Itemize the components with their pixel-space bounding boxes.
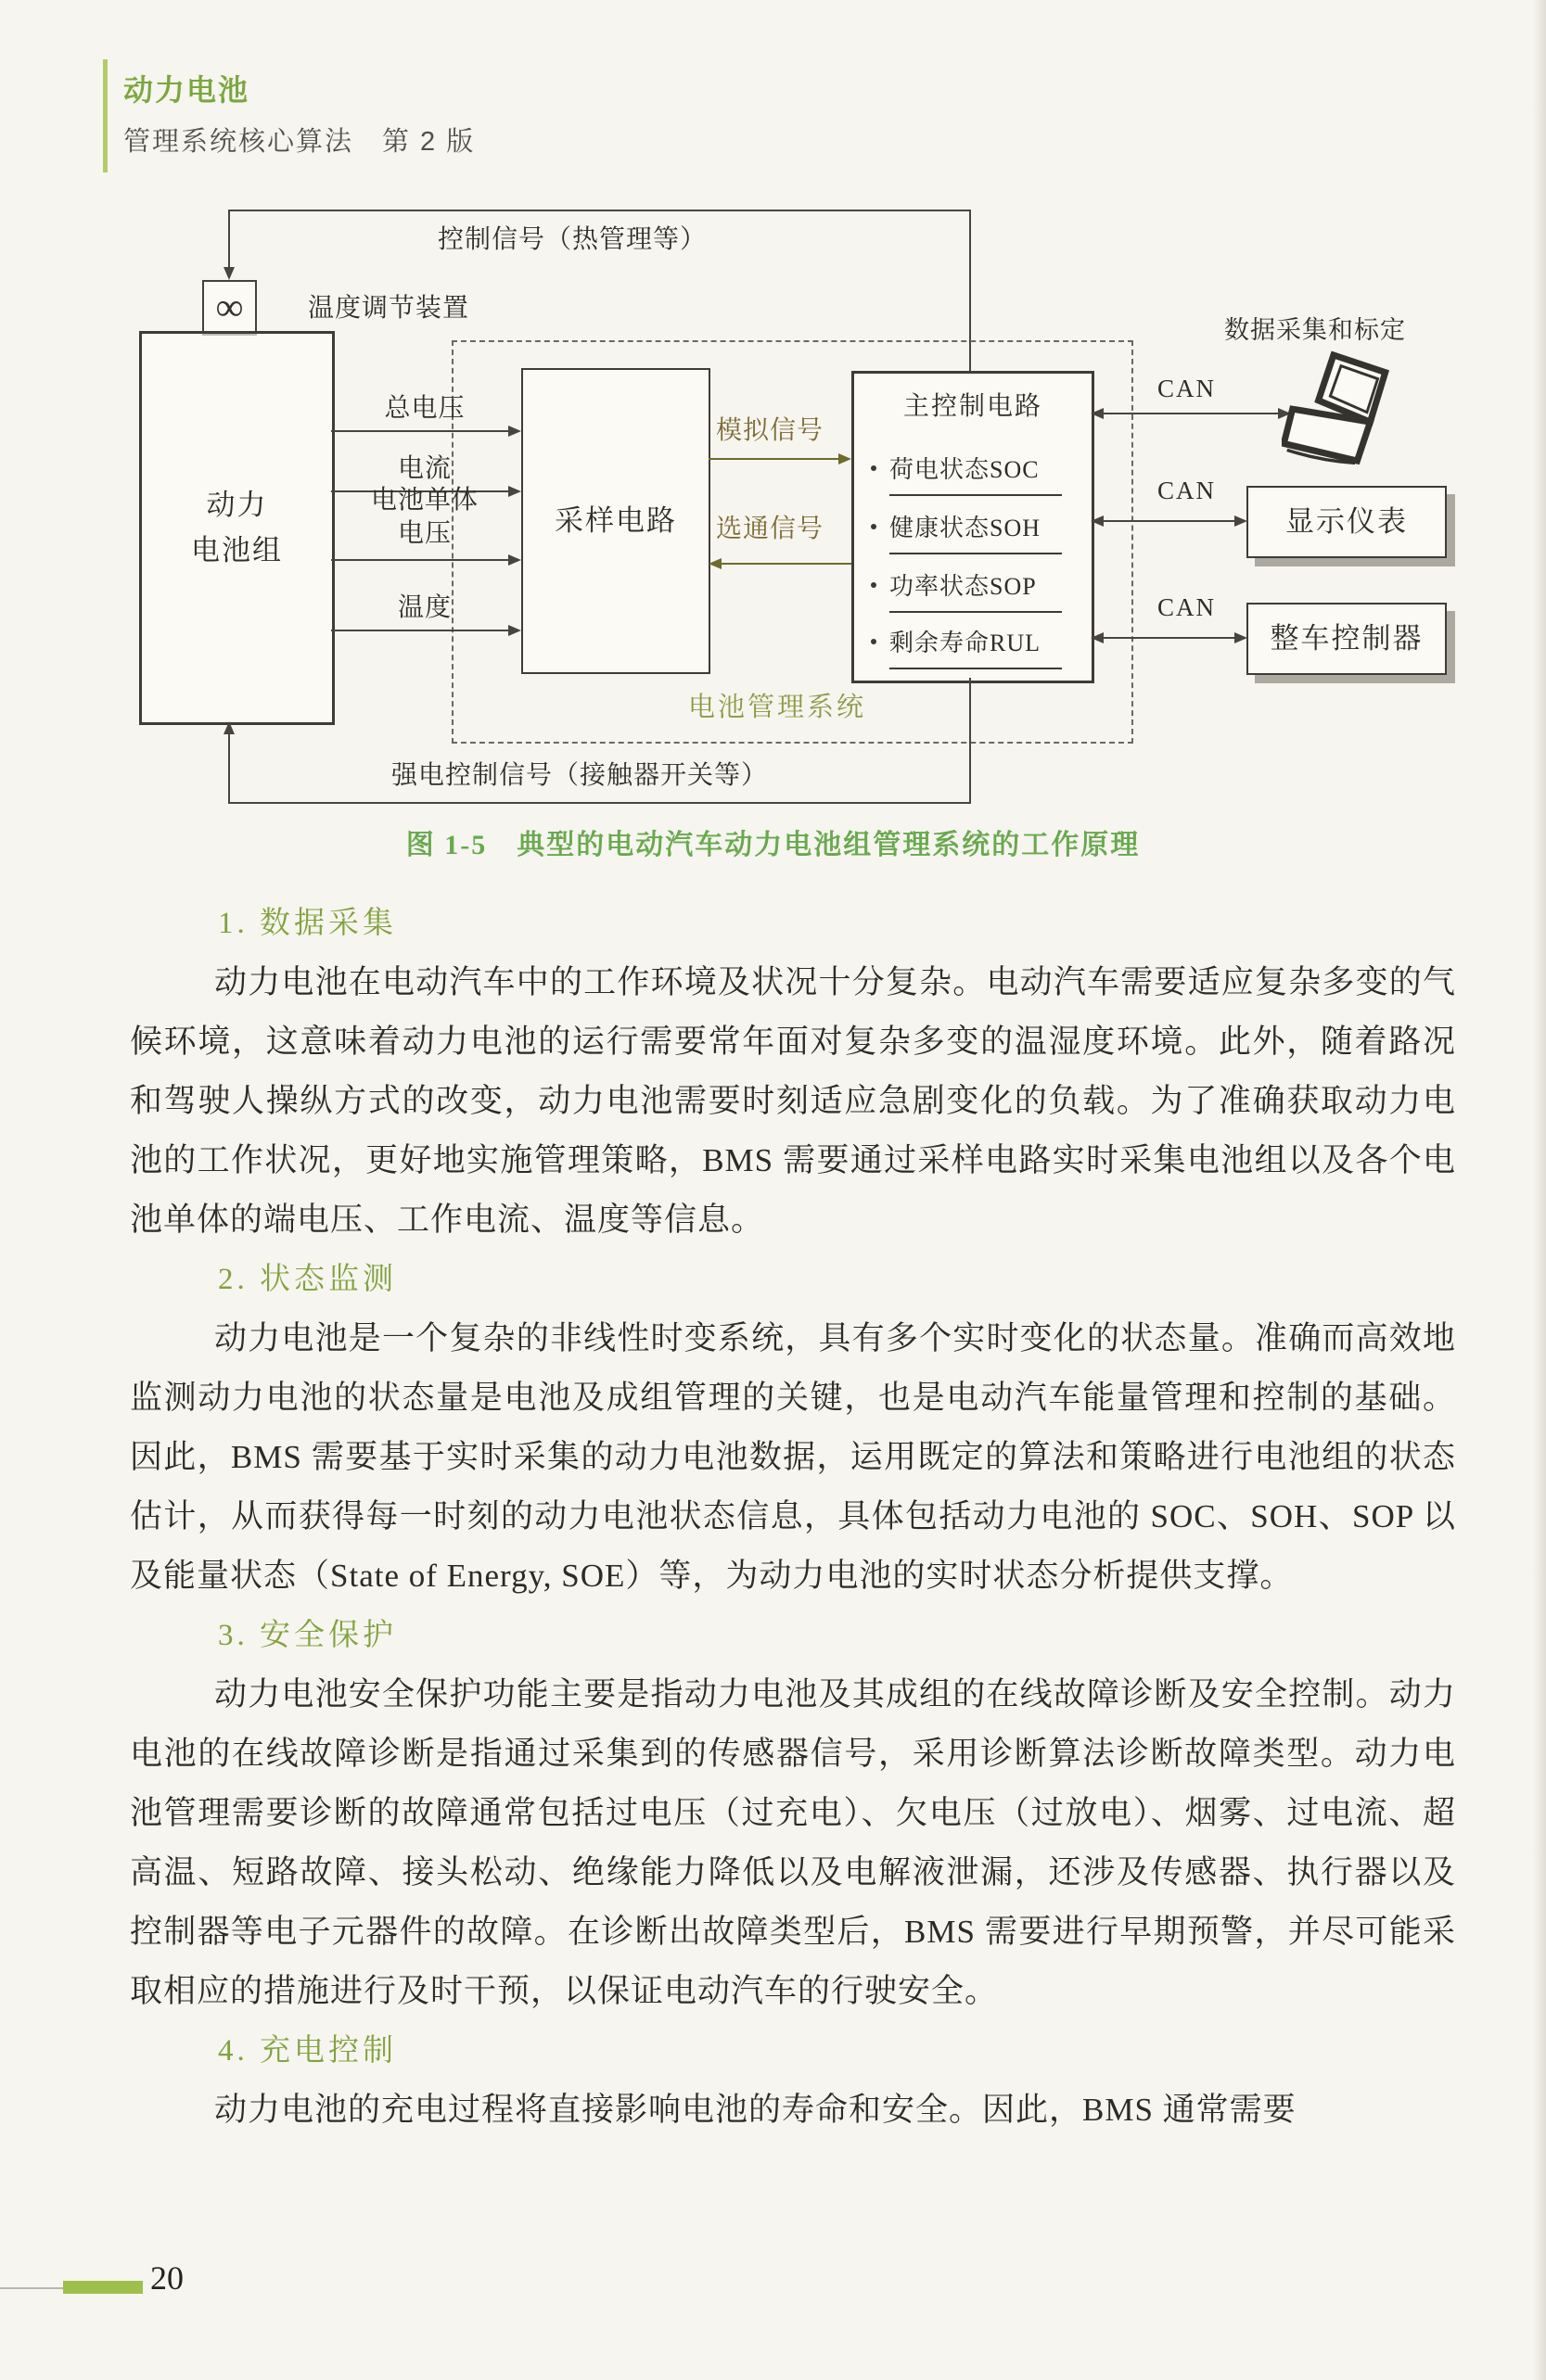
battery-pack-label-line2: 电池组 xyxy=(191,533,283,566)
figure-caption: 图 1-5 典型的电动汽车动力电池组管理系统的工作原理 xyxy=(405,830,1141,860)
can-label-1: CAN xyxy=(1157,375,1217,402)
current-label: 电流 xyxy=(397,454,452,483)
arrowhead-left-icon xyxy=(1091,408,1104,419)
signal-line-temperature xyxy=(331,630,509,631)
signal-line-cell-voltage xyxy=(331,559,509,561)
can-label-3: CAN xyxy=(1157,593,1217,621)
vehicle-controller-label: 整车控制器 xyxy=(1270,621,1424,655)
bms-label: 电池管理系统 xyxy=(688,693,867,722)
book-subtitle: 管理系统核心算法 第 2 版 xyxy=(123,127,476,157)
sampling-circuit-label: 采样电路 xyxy=(555,503,677,537)
control-signal-line xyxy=(228,210,971,211)
section-paragraph-4: 动力电池的充电过程将直接影响电池的寿命和安全。因此，BMS 通常需要 xyxy=(214,2092,1297,2128)
section-paragraph-1: 动力电池在电动汽车中的工作环境及状况十分复杂。电动汽车需要适应复杂多变的气候环境，这意味着动力电池的运行需要常年面对复杂多变的温湿度环境。此外，随着路况和驾驶人操纵方式的改变，动力电池需要时刻适应急剧变化的负载。为了准确获取动力电池的工作状况，更好地实施管理策略，BMS 需要通过采样电路实时采集电池组以及各个电池单体的端电压、工作电流、温度等信息。 xyxy=(130,964,1456,1238)
arrowhead-left-icon xyxy=(1091,515,1104,527)
book-title: 动力电池 xyxy=(123,73,250,107)
cell-voltage-label-line1: 电池单体 xyxy=(370,486,479,515)
arrowhead-right-icon xyxy=(838,453,851,465)
high-power-control-line xyxy=(228,802,971,804)
main-control-item-rul: 剩余寿命RUL xyxy=(889,625,1062,669)
display-instrument-label: 显示仪表 xyxy=(1285,504,1408,538)
battery-pack-box xyxy=(139,331,335,725)
analog-signal-line xyxy=(709,458,840,460)
section-heading-3: 3. 安全保护 xyxy=(218,1619,397,1652)
main-control-item-sop: 功率状态SOP xyxy=(889,568,1062,613)
high-power-control-line xyxy=(228,732,230,804)
control-signal-line xyxy=(228,210,230,269)
signal-line-total-voltage xyxy=(331,430,509,432)
arrowhead-left-icon xyxy=(1091,632,1104,643)
high-power-control-line xyxy=(969,678,971,804)
arrowhead-right-icon xyxy=(508,486,521,497)
arrowhead-right-icon xyxy=(1234,632,1247,643)
body-text xyxy=(130,894,1456,2140)
section-heading-4: 4. 充电控制 xyxy=(218,2034,397,2068)
vehicle-controller-box xyxy=(1246,603,1447,675)
arrowhead-right-icon xyxy=(508,426,521,437)
header-accent-bar xyxy=(103,59,108,172)
arrowhead-left-icon xyxy=(709,558,722,569)
analog-signal-label: 模拟信号 xyxy=(716,416,824,445)
high-power-control-label: 强电控制信号（接触器开关等） xyxy=(391,761,769,790)
fan-infinity-icon: ∞ xyxy=(215,286,244,329)
can-bus-line xyxy=(1102,637,1237,639)
section-paragraph-3: 动力电池安全保护功能主要是指动力电池及其成组的在线故障诊断及安全控制。动力电池的在线故障诊断是指通过采集到的传感器信号，采用诊断算法诊断故障类型。动力电池管理需要诊断的故障通常包括过电压（过充电）、欠电压（过放电）、烟雾、过电流、超高温、短路故障、接头松动、绝缘能力降低以及电解液泄漏，还涉及传感器、执行器以及控制器等电子元器件的故障。在诊断出故障类型后，BMS 需要进行早期预警，并尽可能采取相应的措施进行及时干预，以保证电动汽车的行驶安全。 xyxy=(130,1676,1456,2009)
footer-rule xyxy=(0,2287,63,2289)
display-instrument-box xyxy=(1246,486,1447,558)
daq-label: 数据采集和标定 xyxy=(1224,316,1406,344)
section-paragraph-2: 动力电池是一个复杂的非线性时变系统，具有多个实时变化的状态量。准确而高效地监测动力电池的状态量是电池及成组管理的关键，也是电动汽车能量管理和控制的基础。因此，BMS 需要基于实时采集的动力电池数据，运用既定的算法和策略进行电池组的状态估计，从而获得每一时刻的动力电池状态信息，具体包括动力电池的 SOC、SOH、SOP 以及能量状态（State of Energy, SOE）等，为动力电池的实时状态分析提供支撑。 xyxy=(130,1320,1456,1594)
can-label-2: CAN xyxy=(1157,477,1217,504)
arrowhead-right-icon xyxy=(1234,515,1247,527)
main-control-title: 主控制电路 xyxy=(902,392,1042,421)
page-number: 20 xyxy=(150,2259,184,2297)
battery-pack-label-line1: 动力 xyxy=(206,489,268,522)
can-bus-line xyxy=(1102,520,1237,522)
fan-box xyxy=(202,280,257,336)
total-voltage-label: 总电压 xyxy=(384,394,466,423)
cell-voltage-label xyxy=(343,484,506,552)
main-control-item-soc: 荷电状态SOC xyxy=(889,452,1062,496)
arrowhead-down-icon xyxy=(224,267,235,280)
section-heading-1: 1. 数据采集 xyxy=(218,907,397,940)
gating-signal-label: 选通信号 xyxy=(716,515,824,543)
main-control-box xyxy=(851,371,1094,683)
can-bus-line xyxy=(1102,413,1280,414)
arrowhead-up-icon xyxy=(224,721,235,734)
sampling-circuit-box xyxy=(521,368,710,674)
arrowhead-right-icon xyxy=(508,554,521,566)
section-heading-2: 2. 状态监测 xyxy=(218,1263,397,1296)
footer-green-marker xyxy=(63,2281,143,2294)
control-signal-label: 控制信号（热管理等） xyxy=(438,225,708,254)
main-control-item-soh: 健康状态SOH xyxy=(889,510,1062,554)
laptop-icon xyxy=(1282,349,1400,467)
gating-signal-line xyxy=(722,563,853,565)
temp-device-label: 温度调节装置 xyxy=(308,294,470,323)
temperature-label: 温度 xyxy=(397,593,452,622)
arrowhead-right-icon xyxy=(508,625,521,636)
cell-voltage-label-line2: 电压 xyxy=(397,519,452,549)
